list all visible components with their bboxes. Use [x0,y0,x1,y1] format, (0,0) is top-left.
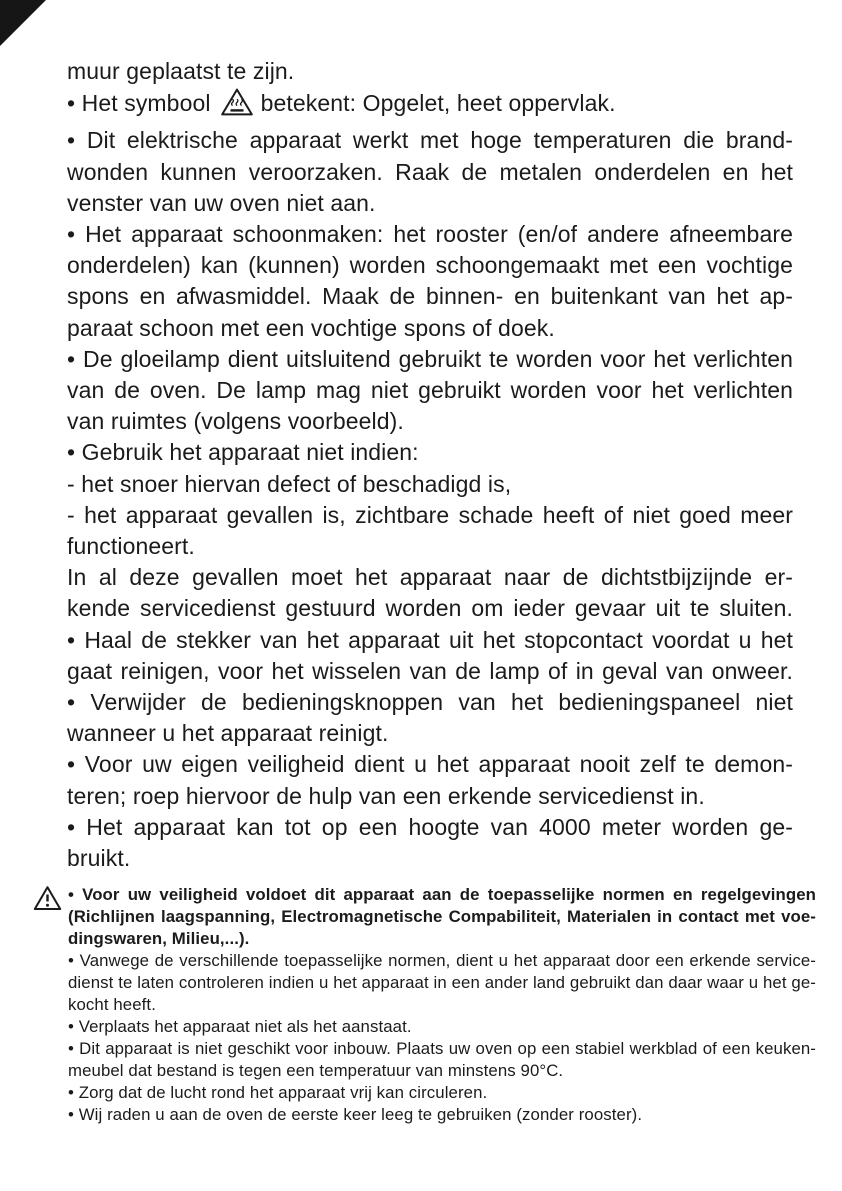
text-line: onderdelen) kan (kunnen) worden schoongemaakt met een vochtige [67,252,793,279]
regulatory-notice-text [68,884,816,1126]
text-line: • Verplaats het apparaat niet als het aanstaat. [68,1017,412,1036]
text-line: • Het apparaat schoonmaken: het rooster (en/of andere afneembare [67,221,793,248]
text-line: bruikt. [67,845,131,872]
text-line: • Haal de stekker van het apparaat uit het stopcontact voordat u het [67,626,793,653]
text-line-segment: • Het symbool [67,90,211,117]
text-line: • Zorg dat de lucht rond het apparaat vrij kan circuleren. [68,1083,488,1102]
safety-instructions-text [67,56,793,874]
text-line: muur geplaatst te zijn. [67,58,295,84]
text-line: spons en afwasmiddel. Maak de binnen- en buitenkant van het ap- [67,283,793,310]
text-line: • Voor uw veiligheid voldoet dit apparaat aan de toepasselijke normen en regelgevingen [68,885,816,904]
text-line: van de oven. De lamp mag niet gebruikt worden voor het verlichten [67,377,793,404]
text-line: • Dit apparaat is niet geschikt voor inbouw. Plaats uw oven op een stabiel werkblad of een keuken- [68,1039,816,1058]
notice-regular-block [68,950,816,1126]
text-line: teren; roep hiervoor de hulp van een erkende servicedienst in. [67,782,705,809]
text-line: paraat schoon met een vochtige spons of doek. [67,314,555,341]
text-line: (Richlijnen laagspanning, Electromagnetische Compabiliteit, Materialen in contact met voe- [68,907,816,926]
text-line: • Voor uw eigen veiligheid dient u het apparaat nooit zelf te demon- [67,751,793,778]
text-line: - het apparaat gevallen is, zichtbare schade heeft of niet goed meer [67,501,793,528]
text-line: dienst te laten controleren indien u het apparaat in een ander land gebruikt dan daar waar u het ge- [68,973,816,992]
notice-bold-block [68,884,816,950]
text-line: venster van uw oven niet aan. [67,189,376,216]
text-line-with-symbol [67,87,793,125]
text-line-segment: betekent: Opgelet, heet oppervlak. [260,90,616,117]
text-line: van ruimtes (volgens voorbeeld). [67,408,404,435]
text-line: • Gebruik het apparaat niet indien: [67,439,419,466]
text-line: gaat reinigen, voor het wisselen van de lamp of in geval van onweer. [67,657,793,684]
page-corner-mark [0,0,46,46]
warning-triangle-icon [33,885,62,916]
text-line: wanneer u het apparaat reinigt. [67,720,389,747]
text-line: • Verwijder de bedieningsknoppen van het bedieningspaneel niet [67,689,793,716]
text-line: kende servicedienst gestuurd worden om ieder gevaar uit te sluiten. [67,595,793,622]
text-line: • Wij raden u aan de oven de eerste keer leeg te gebruiken (zonder rooster). [68,1105,643,1124]
text-line: dingswaren, Milieu,...). [68,929,250,948]
text-line: kocht heeft. [68,995,156,1014]
text-line: functioneert. [67,533,195,560]
text-line: wonden kunnen veroorzaken. Raak de metalen onderdelen en het [67,158,793,185]
hot-surface-icon [220,87,254,125]
text-line: • De gloeilamp dient uitsluitend gebruikt te worden voor het verlichten [67,345,793,372]
text-line: • Vanwege de verschillende toepasselijke normen, dient u het apparaat door een erkende service- [68,951,816,970]
text-line: meubel dat bestand is tegen een temperatuur van minstens 90°C. [68,1061,564,1080]
text-line: • Dit elektrische apparaat werkt met hoge temperaturen die brand- [67,127,793,154]
text-line: In al deze gevallen moet het apparaat naar de dichtstbijzijnde er- [67,564,793,591]
text-line: - het snoer hiervan defect of beschadigd is, [67,470,512,497]
text-line: • Het apparaat kan tot op een hoogte van 4000 meter worden ge- [67,813,793,840]
